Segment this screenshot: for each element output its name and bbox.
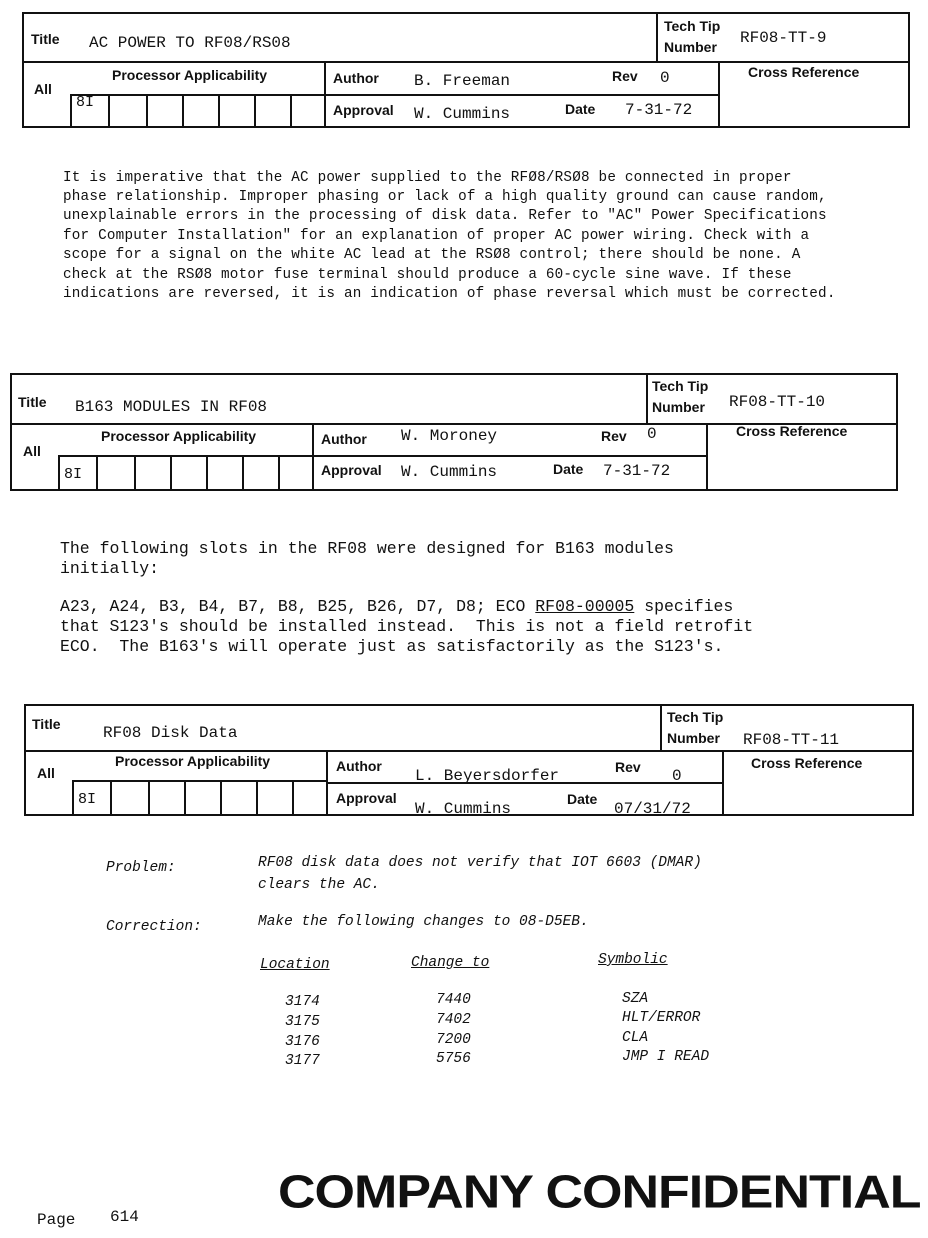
- divider: [72, 780, 74, 816]
- all-label: All: [23, 443, 41, 459]
- processor-applicability-label: Processor Applicability: [115, 753, 271, 769]
- divider: [646, 373, 648, 423]
- divider: [218, 94, 220, 128]
- table-cell: 3174: [285, 994, 320, 1010]
- divider: [312, 423, 314, 491]
- divider: [146, 94, 148, 128]
- correction-label: Correction:: [106, 919, 202, 935]
- divider: [58, 455, 60, 491]
- processor-applicability-label: Processor Applicability: [112, 67, 268, 83]
- correction-text: Make the following changes to 08-D5EB.: [258, 914, 589, 930]
- date-label: Date: [567, 791, 598, 807]
- tip-title: B163 MODULES IN RF08: [75, 398, 268, 416]
- divider: [706, 423, 708, 491]
- body-line: scope for a signal on the white AC lead at the RSØ8 control; there should be none. A: [63, 247, 801, 263]
- table-cell: 3177: [285, 1053, 320, 1069]
- table-cell: JMP I READ: [622, 1049, 710, 1065]
- author-value: W. Moroney: [401, 427, 498, 445]
- divider: [184, 780, 186, 816]
- body-line: indications are reversed, it is an indication of phase reversal which must be corrected.: [63, 286, 836, 302]
- divider: [290, 94, 292, 128]
- divider: [170, 455, 172, 491]
- column-header-symbolic: Symbolic: [598, 952, 668, 968]
- divider: [134, 455, 136, 491]
- body-line: phase relationship. Improper phasing or lack of a high quality ground can cause random,: [63, 189, 827, 205]
- divider: [24, 750, 914, 752]
- divider: [312, 455, 708, 457]
- page-label: Page: [37, 1211, 76, 1229]
- table-cell: 5756: [436, 1051, 471, 1067]
- rev-value: 0: [672, 767, 682, 785]
- rev-value: 0: [660, 69, 670, 87]
- date-label: Date: [565, 101, 596, 117]
- table-cell: 7402: [436, 1012, 471, 1028]
- divider: [656, 12, 658, 61]
- cross-reference-label: Cross Reference: [748, 64, 860, 80]
- body-line: It is imperative that the AC power supplied to the RFØ8/RSØ8 be connected in proper: [63, 170, 792, 186]
- page-number: 614: [110, 1208, 139, 1226]
- body-line: initially:: [60, 559, 160, 578]
- date-value: 07/31/72: [614, 800, 691, 818]
- divider: [206, 455, 208, 491]
- approval-label: Approval: [321, 462, 382, 478]
- table-cell: 3176: [285, 1034, 320, 1050]
- rev-label: Rev: [612, 68, 638, 84]
- body-line: unexplainable errors in the processing of disk data. Refer to "AC" Power Specifications: [63, 208, 827, 224]
- divider: [148, 780, 150, 816]
- divider: [256, 780, 258, 816]
- body-line: [60, 597, 733, 617]
- date-value: 7-31-72: [625, 101, 693, 119]
- table-cell: CLA: [622, 1030, 649, 1046]
- column-header-change-to: Change to: [411, 955, 490, 971]
- date-label: Date: [553, 461, 584, 477]
- author-value: L. Beyersdorfer: [415, 767, 560, 785]
- approval-value: W. Cummins: [401, 463, 498, 481]
- rev-label: Rev: [601, 428, 627, 444]
- column-header-location: Location: [260, 957, 330, 973]
- divider: [110, 780, 112, 816]
- slot-list-text: A23, A24, B3, B4, B7, B8, B25, B26, D7, D8; ECO: [60, 597, 536, 616]
- divider: [324, 94, 720, 96]
- processor-value: 8I: [64, 466, 83, 483]
- author-label: Author: [321, 431, 367, 447]
- divider: [22, 61, 910, 63]
- problem-label: Problem:: [106, 860, 176, 876]
- date-value: 7-31-72: [603, 462, 671, 480]
- rev-value: 0: [647, 425, 657, 443]
- tip-number: RF08-TT-9: [740, 29, 827, 47]
- number-label: Number: [652, 399, 705, 415]
- divider: [292, 780, 294, 816]
- company-confidential-stamp: COMPANY CONFIDENTIAL: [278, 1166, 921, 1219]
- divider: [108, 94, 110, 128]
- author-value: B. Freeman: [414, 72, 511, 90]
- body-line: The following slots in the RF08 were designed for B163 modules: [60, 539, 674, 558]
- title-label: Title: [31, 31, 60, 47]
- table-cell: 3175: [285, 1014, 320, 1030]
- problem-text: RF08 disk data does not verify that IOT 6603 (DMAR): [258, 855, 702, 871]
- tech-tip-label: Tech Tip: [652, 378, 709, 394]
- tip-title: AC POWER TO RF08/RS08: [89, 34, 291, 52]
- divider: [278, 455, 280, 491]
- tip-number: RF08-TT-11: [743, 731, 840, 749]
- processor-value: 8I: [78, 791, 97, 808]
- tip-number: RF08-TT-10: [729, 393, 826, 411]
- divider: [660, 704, 662, 750]
- tech-tip-label: Tech Tip: [667, 709, 724, 725]
- body-line: for Computer Installation" for an explanation of proper AC power wiring. Check with a: [63, 228, 810, 244]
- processor-value: 8I: [76, 94, 95, 111]
- number-label: Number: [664, 39, 717, 55]
- divider: [70, 94, 72, 128]
- divider: [254, 94, 256, 128]
- problem-text: clears the AC.: [258, 877, 380, 893]
- divider: [220, 780, 222, 816]
- all-label: All: [37, 765, 55, 781]
- cross-reference-label: Cross Reference: [751, 755, 863, 771]
- rev-label: Rev: [615, 759, 641, 775]
- divider: [182, 94, 184, 128]
- approval-value: W. Cummins: [414, 105, 511, 123]
- table-cell: SZA: [622, 991, 649, 1007]
- title-label: Title: [32, 716, 61, 732]
- approval-label: Approval: [336, 790, 397, 806]
- title-label: Title: [18, 394, 47, 410]
- table-cell: 7200: [436, 1032, 471, 1048]
- all-label: All: [34, 81, 52, 97]
- author-label: Author: [333, 70, 379, 86]
- approval-value: W. Cummins: [415, 800, 512, 818]
- processor-applicability-label: Processor Applicability: [101, 428, 257, 444]
- divider: [96, 455, 98, 491]
- specifies-text: specifies: [634, 597, 734, 616]
- body-line: check at the RSØ8 motor fuse terminal should produce a 60-cycle sine wave. If these: [63, 267, 792, 283]
- tip-title: RF08 Disk Data: [103, 724, 238, 742]
- divider: [242, 455, 244, 491]
- author-label: Author: [336, 758, 382, 774]
- tech-tip-label: Tech Tip: [664, 18, 721, 34]
- body-line: ECO. The B163's will operate just as satisfactorily as the S123's.: [60, 637, 724, 656]
- approval-label: Approval: [333, 102, 394, 118]
- cross-reference-label: Cross Reference: [736, 423, 848, 439]
- number-label: Number: [667, 730, 720, 746]
- eco-number: RF08-00005: [535, 597, 635, 616]
- table-cell: HLT/ERROR: [622, 1010, 701, 1026]
- body-line: that S123's should be installed instead. This is not a field retrofit: [60, 617, 754, 636]
- table-cell: 7440: [436, 992, 471, 1008]
